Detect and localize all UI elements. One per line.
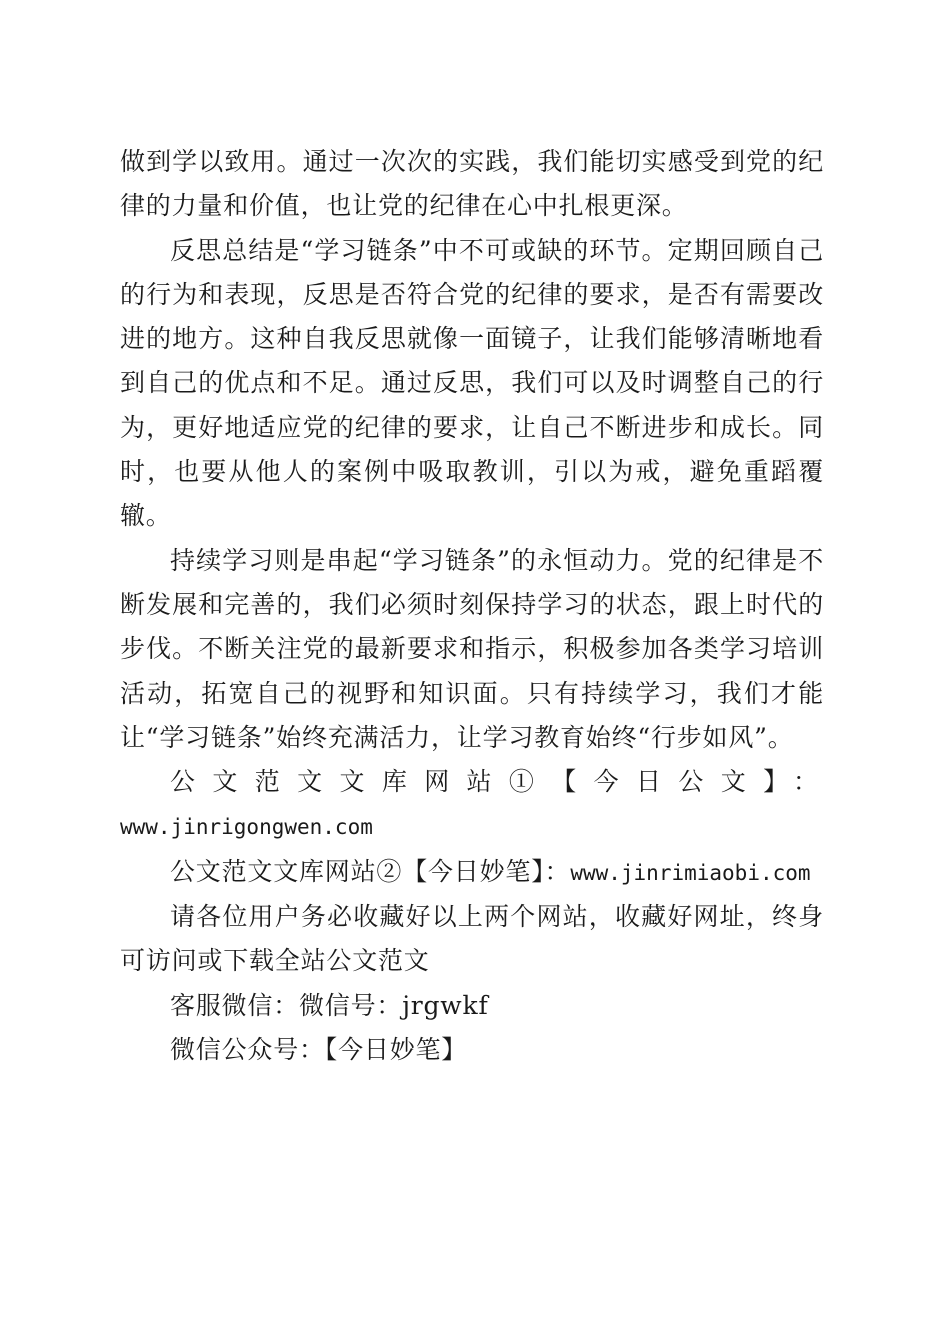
site2-url[interactable]: www.jinrimiaobi.com	[570, 860, 811, 885]
site2-line	[120, 850, 824, 895]
paragraph-continuation: 做到学以致用。通过一次次的实践，我们能切实感受到党的纪律的力量和价值，也让党的纪律在心中扎根更深。	[120, 147, 824, 221]
service-wechat: 客服微信：微信号：jrgwkf	[170, 990, 489, 1020]
site1-url[interactable]: www.jinrigongwen.com	[120, 815, 373, 840]
official-account: 微信公众号：【今日妙笔】	[170, 1034, 468, 1064]
footer-block	[120, 760, 824, 1072]
site1-url-line	[120, 804, 824, 849]
document-page	[120, 140, 824, 1072]
paragraph-reflection: 反思总结是“学习链条”中不可或缺的环节。定期回顾自己的行为和表现，反思是否符合党的纪律的要求，是否有需要改进的地方。这种自我反思就像一面镜子，让我们能够清晰地看到自己的优点和不足。通过反思，我们可以及时调整自己的行为，更好地适应党的纪律的要求，让自己不断进步和成长。同时，也要从他人的案例中吸取教训，引以为戒，避免重蹈覆辙。	[120, 235, 824, 531]
paragraph-continuous-learning: 持续学习则是串起“学习链条”的永恒动力。党的纪律是不断发展和完善的，我们必须时刻保持学习的状态，跟上时代的步伐。不断关注党的最新要求和指示，积极参加各类学习培训活动，拓宽自己的视野和知识面。只有持续学习，我们才能让“学习链条”始终充满活力，让学习教育始终“行步如风”。	[120, 545, 824, 752]
site2-label: 公文范文文库网站②【今日妙笔】：	[170, 856, 571, 886]
bookmark-notice: 请各位用户务必收藏好以上两个网站，收藏好网址，终身可访问或下载全站公文范文	[120, 902, 824, 976]
site1-label: 公文范文文库网站①【今日公文】：	[170, 767, 824, 797]
